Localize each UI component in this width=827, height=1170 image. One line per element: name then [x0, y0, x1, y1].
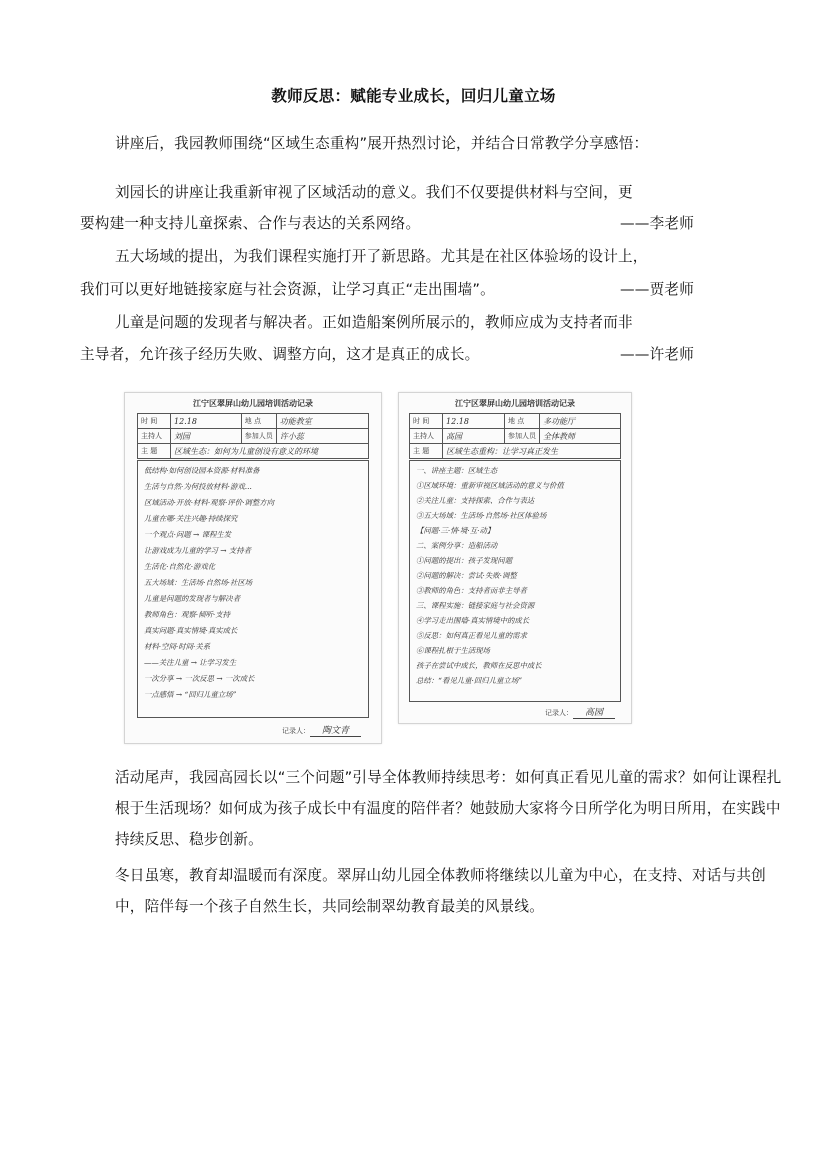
handwritten-notes: [409, 460, 621, 702]
participants-value: 全体教师: [540, 429, 621, 444]
note-line: ④学习走出围墙·真实情境中的成长: [416, 616, 530, 625]
note-line: 真实问题·真实情境·真实成长: [144, 626, 238, 635]
quote-text: 我们可以更好地链接家庭与社会资源，让学习真正“走出围墙”。: [80, 281, 495, 298]
quote-line-1: 刘园长的讲座让我重新审视了区域活动的意义。我们不仅要提供材料与空间，更: [115, 184, 633, 201]
topic-label: 主 题: [410, 444, 443, 459]
place-label: 地 点: [241, 414, 276, 429]
recorder-signature: 高园: [573, 708, 615, 719]
note-line: ②问题的解决：尝试·失败·调整: [416, 571, 517, 580]
form-header-table: [137, 413, 369, 459]
note-line: ⑥课程扎根于生活现场: [416, 646, 490, 655]
time-value: 12.18: [171, 414, 242, 429]
intro-paragraph: 讲座后，我园教师围绕“区域生态重构”展开热烈讨论，并结合日常教学分享感悟：: [115, 135, 649, 152]
note-line: ⑤反思：如何真正看见儿童的需求: [416, 631, 527, 640]
quote-signature: ——贾老师: [620, 281, 694, 298]
note-line: 儿童在哪·关注兴趣·持续探究: [144, 514, 238, 523]
training-record-scan-left: [124, 392, 382, 744]
recorder-label: 记录人：: [544, 709, 573, 717]
recorder-label: 记录人：: [281, 727, 310, 735]
time-label: 时 间: [410, 414, 443, 429]
participants-value: 许小蕊: [276, 429, 368, 444]
note-line: ①问题的提出：孩子发现问题: [416, 556, 513, 565]
quote-line-1: 儿童是问题的发现者与解决者。正如造船案例所展示的，教师应成为支持者而非: [115, 314, 633, 331]
form-title: 江宁区翠屏山幼儿园培训活动记录: [193, 399, 313, 408]
note-line: 教师角色：观察·倾听·支持: [144, 610, 230, 619]
host-label: 主持人: [410, 429, 443, 444]
note-line: 儿童是问题的发现者与解决者: [144, 594, 241, 603]
recorder: [545, 705, 615, 718]
note-line: ——关注儿童 → 让学习发生: [144, 658, 237, 667]
note-line: 一点感悟 → “回归儿童立场”: [144, 690, 237, 699]
note-line: 【问题·三·情·境·互·动】: [416, 526, 495, 535]
quote-signature: ——许老师: [620, 346, 694, 363]
article-title: 教师反思：赋能专业成长，回归儿童立场: [271, 87, 556, 105]
note-line: 五大场域：生活场·自然场·社区场: [144, 578, 253, 587]
recorder: [282, 723, 361, 736]
note-line: 区域活动·开放·材料·观察·评价·调整方向: [144, 498, 274, 507]
host-label: 主持人: [138, 429, 171, 444]
note-line: ①区域环境：重新审视区域活动的意义与价值: [416, 481, 564, 490]
place-value: 功能教室: [276, 414, 368, 429]
note-line: ②关注儿童：支持探索、合作与表达: [416, 496, 535, 505]
note-line: 总结：“看见儿童·回归儿童立场”: [416, 676, 522, 685]
note-line: 一个观点·问题 → 课程生发: [144, 530, 232, 539]
note-line: 低结构·如何创设园本资源·材料准备: [144, 466, 260, 475]
host-value: 高园: [443, 429, 505, 444]
training-record-scan-right: [398, 392, 632, 724]
handwritten-notes: [137, 460, 369, 718]
topic-value: 区域生态重构：让学习真正发生: [443, 444, 621, 459]
quote-line-1: 五大场域的提出，为我们课程实施打开了新思路。尤其是在社区体验场的设计上，: [115, 248, 648, 265]
quote-line-2: [80, 339, 694, 370]
note-line: 生活与自然·为何投放材料·游戏...: [144, 482, 252, 491]
note-line: ③教师的角色：支持者而非主导者: [416, 586, 527, 595]
quote-text: 要构建一种支持儿童探索、合作与表达的关系网络。: [80, 215, 421, 232]
closing-paragraph-1: 活动尾声，我园高园长以“三个问题”引导全体教师持续思考：如何真正看见儿童的需求？如何让课程扎根于生活现场？如何成为孩子成长中有温度的陪伴者？她鼓励大家将今日所学化为明日所用，在实践中持续反思、稳步创新。: [115, 769, 782, 848]
note-line: 让游戏成为儿童的学习 → 支持者: [144, 546, 251, 555]
quote-line-2: [80, 208, 694, 239]
time-label: 时 间: [138, 414, 171, 429]
topic-value: 区域生态：如何为儿童创设有意义的环境: [171, 444, 369, 459]
recorder-signature: 陶文青: [310, 726, 361, 737]
note-line: 三、课程实施：链接家庭与社会资源: [416, 601, 535, 610]
quote-signature: ——李老师: [620, 215, 694, 232]
time-value: 12.18: [443, 414, 505, 429]
note-line: 材料·空间·时间·关系: [144, 642, 211, 651]
note-line: 孩子在尝试中成长，教师在反思中成长: [416, 661, 542, 670]
participants-label: 参加人员: [505, 429, 540, 444]
note-line: ③五大场域：生活场·自然场·社区体验场: [416, 511, 547, 520]
note-line: 二、案例分享：造船活动: [416, 541, 498, 550]
form-title: 江宁区翠屏山幼儿园培训活动记录: [455, 399, 575, 408]
host-value: 刘园: [171, 429, 242, 444]
note-line: 一次分享 → 一次反思 → 一次成长: [144, 674, 255, 683]
place-label: 地 点: [505, 414, 540, 429]
participants-label: 参加人员: [241, 429, 276, 444]
note-line: 生活化·自然化·游戏化: [144, 562, 216, 571]
topic-label: 主 题: [138, 444, 171, 459]
form-header-table: [409, 413, 621, 459]
note-line: 一、讲座主题：区域生态: [416, 466, 498, 475]
quote-line-2: [80, 274, 694, 305]
quote-text: 主导者，允许孩子经历失败、调整方向，这才是真正的成长。: [80, 346, 480, 363]
closing-paragraph-2: 冬日虽寒，教育却温暖而有深度。翠屏山幼儿园全体教师将继续以儿童为中心，在支持、对话与共创中，陪伴每一个孩子自然生长，共同绘制翠幼教育最美的风景线。: [115, 867, 766, 915]
place-value: 多功能厅: [540, 414, 621, 429]
